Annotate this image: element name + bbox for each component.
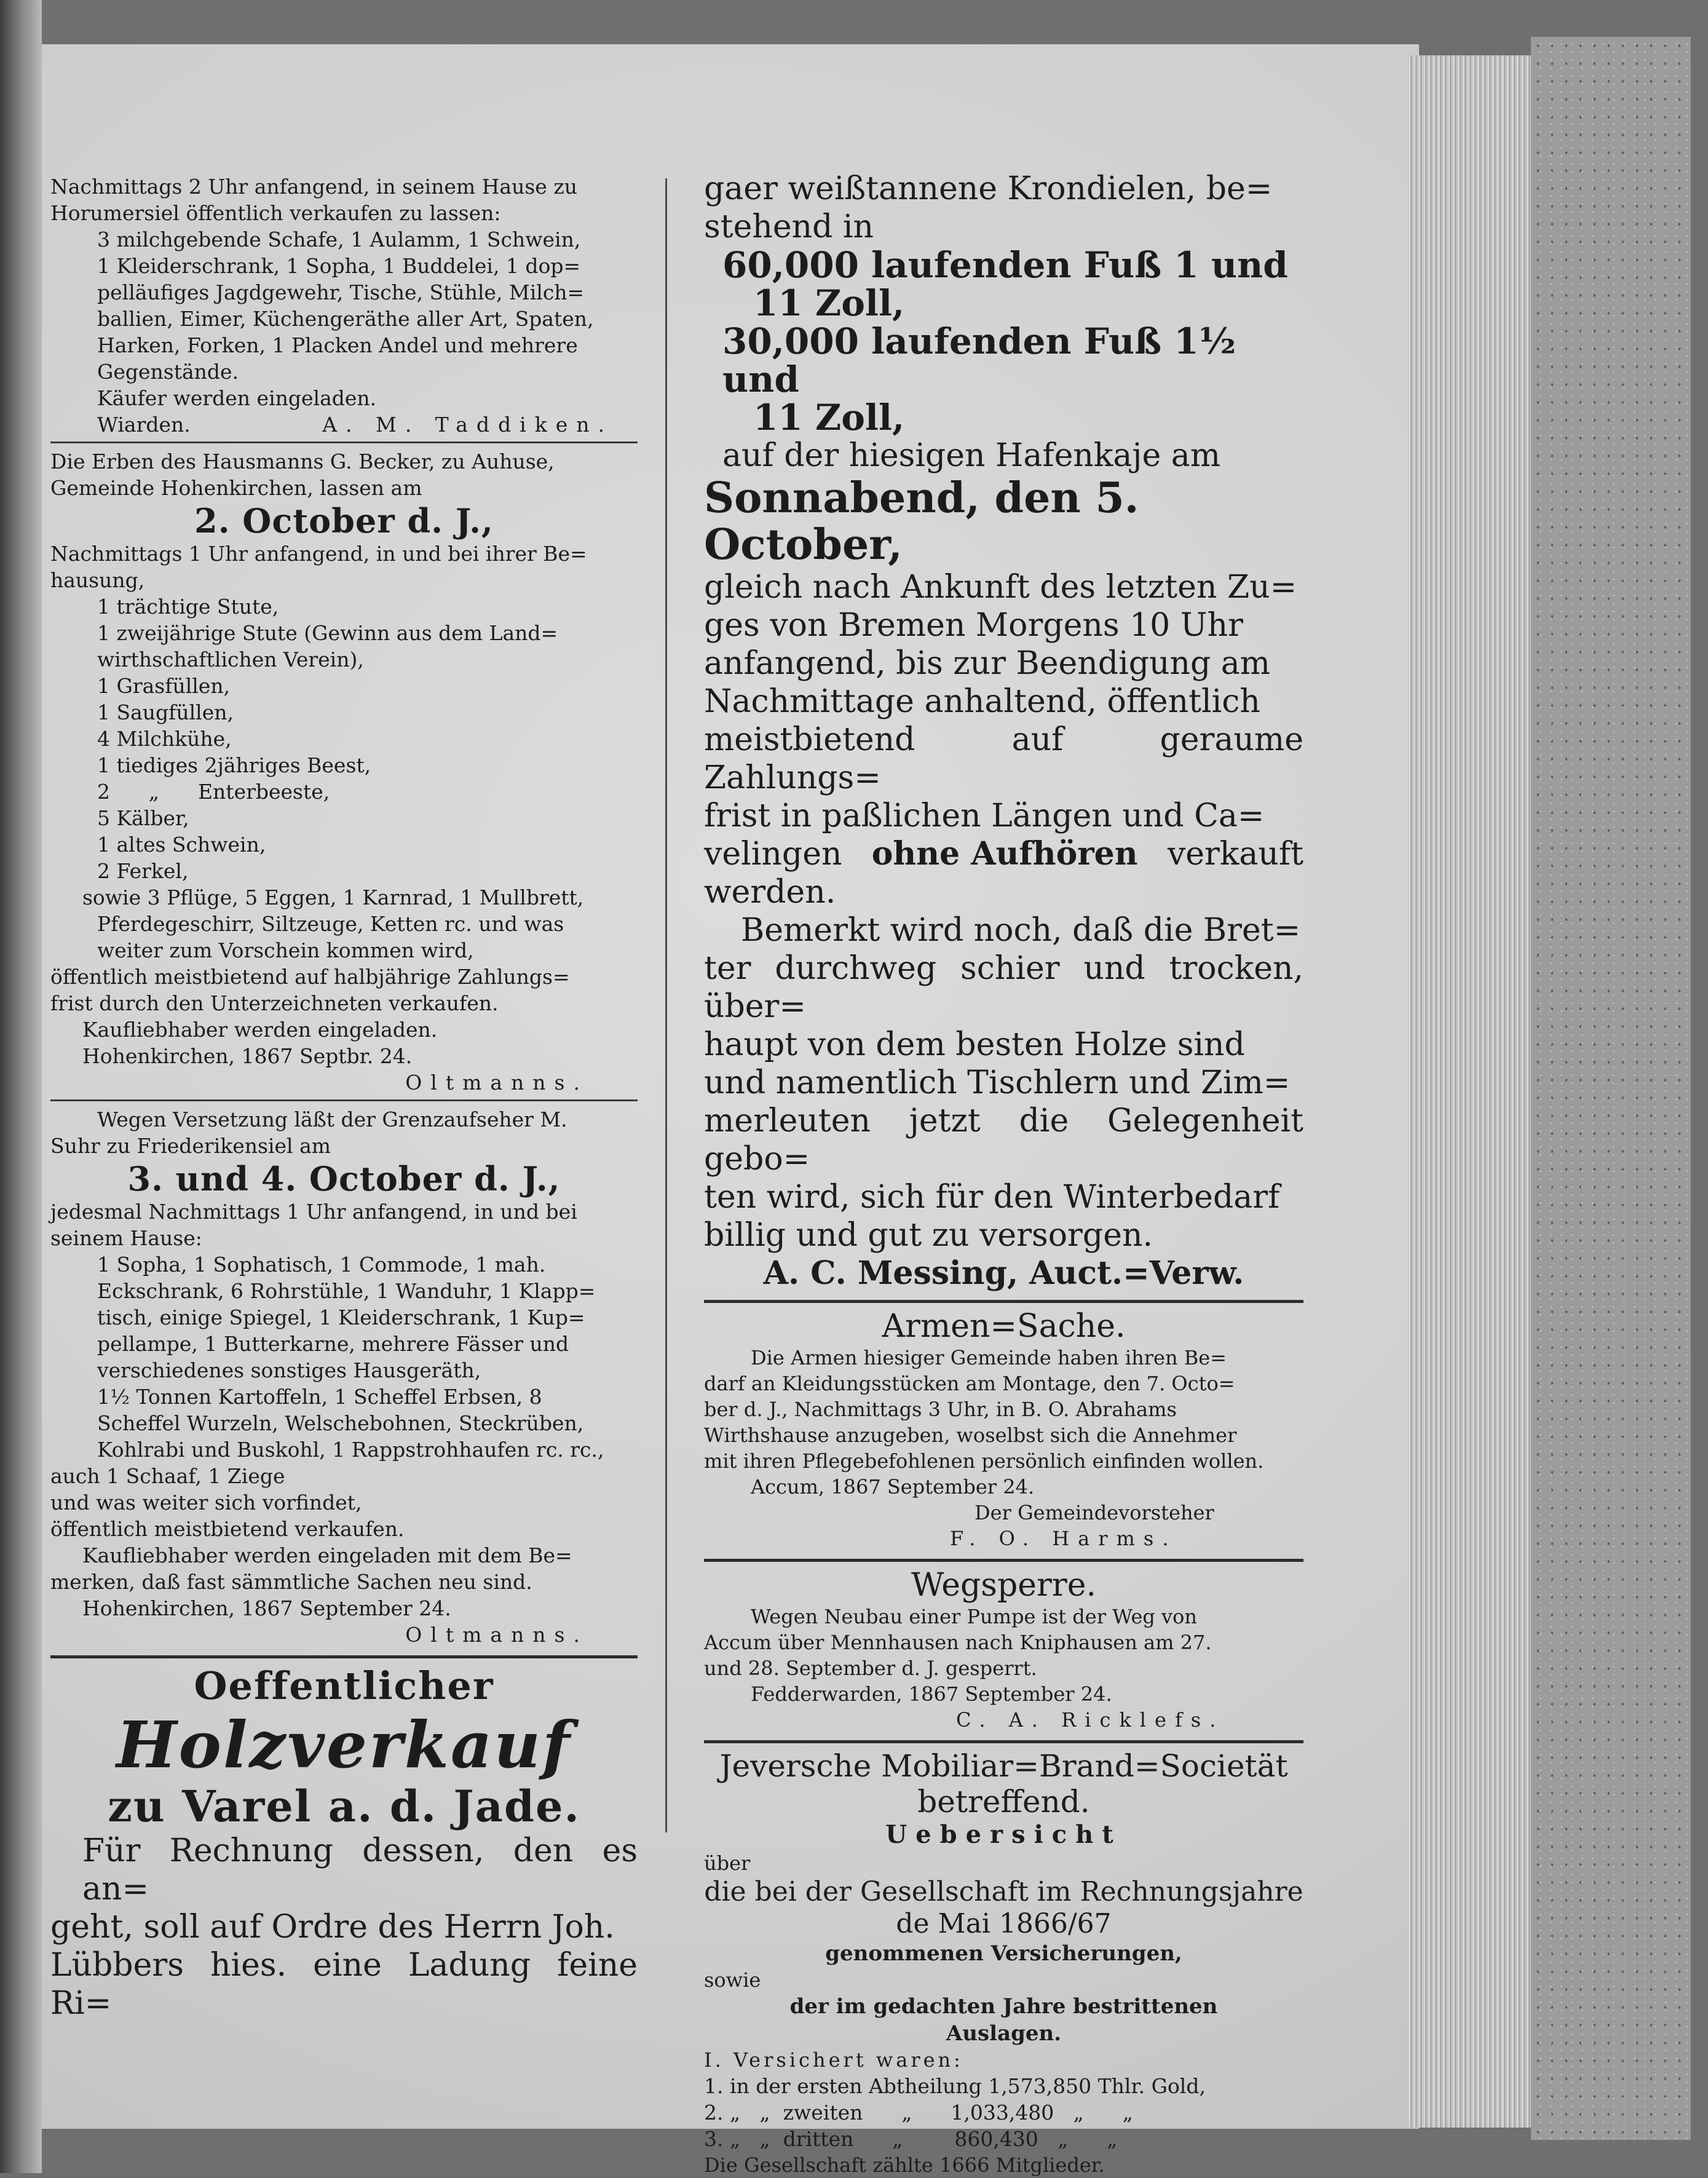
item-line: 1½ Tonnen Kartoffeln, 1 Scheffel Erbsen, 8 <box>97 1385 542 1409</box>
section-title: Jeversche Mobiliar=Brand=Societät <box>719 1748 1288 1784</box>
text-line: auch 1 Schaaf, 1 Ziege <box>50 1464 285 1488</box>
text-line: Bemerkt wird noch, daß die Bret= <box>741 912 1301 949</box>
text-line: sowie 3 Pflüge, 5 Eggen, 1 Karnrad, 1 Mullbrett, <box>82 885 584 909</box>
dateline: Hohenkirchen, 1867 September 24. <box>82 1596 451 1620</box>
text-line: seinem Hause: <box>50 1226 202 1250</box>
signature: A. C. Messing, Auct.=Verw. <box>763 1254 1244 1292</box>
text-line: gaer weißtannene Krondielen, be= <box>704 170 1273 207</box>
book-cover <box>1531 37 1691 2140</box>
item-line: 3 milchgebende Schafe, 1 Aulamm, 1 Schwein, <box>97 228 581 251</box>
item-line: 1 Saugfüllen, <box>97 700 234 724</box>
ad-brand-societaet <box>704 1748 1303 2178</box>
item-line: Kohlrabi und Buskohl, 1 Rappstrohhaufen rc. rc., <box>97 1438 604 1462</box>
item-line: Gegenstände. <box>97 360 239 384</box>
item-line: 2 „ Enterbeeste, <box>97 780 330 804</box>
text-line: Nachmittags 2 Uhr anfangend, in seinem Hause zu <box>50 175 577 199</box>
text-line: Suhr zu Friederikensiel am <box>50 1134 331 1158</box>
item-line: 1 altes Schwein, <box>97 833 266 857</box>
text-line: haupt von dem besten Holze sind <box>704 1026 1245 1063</box>
ad-armen-sache <box>704 1308 1303 1551</box>
ad-holzverkauf-continued <box>704 170 1303 1293</box>
text-line: und namentlich Tischlern und Zim= <box>704 1064 1291 1101</box>
item-line: 2 Ferkel, <box>97 859 189 883</box>
text-line: Für Rechnung dessen, den es an= <box>82 1832 638 1907</box>
ad-holzverkauf <box>50 1663 638 2022</box>
emphasis-text: ohne Aufhören <box>871 835 1138 873</box>
place-signature-line <box>50 411 638 438</box>
text-line: ten wird, sich für den Winterbedarf <box>704 1179 1280 1216</box>
book-gutter <box>0 0 42 2173</box>
quantity-line: 11 Zoll, <box>753 397 905 438</box>
item-line: wirthschaftlichen Verein), <box>97 647 364 671</box>
dateline: Hohenkirchen, 1867 Septbr. 24. <box>82 1044 413 1068</box>
text-line: weiter zum Vorschein kommen wird, <box>97 938 474 962</box>
text-line: öffentlich meistbietend verkaufen. <box>50 1517 405 1541</box>
table-row: 3. „ „ dritten „ 860,430 „ „ <box>704 2127 1118 2151</box>
text-line: Kaufliebhaber werden eingeladen. <box>82 1018 438 1042</box>
ad-heading-holzverkauf: Holzverkauf <box>116 1707 572 1783</box>
page-edges <box>1408 55 1531 2128</box>
separator-rule <box>50 1655 638 1658</box>
text-line: geht, soll auf Ordre des Herrn Joh. <box>50 1909 615 1946</box>
text-line: stehend in <box>704 208 874 245</box>
text-line: Kaufliebhaber werden eingeladen mit dem Be= <box>82 1543 572 1567</box>
text-line: Wegen Versetzung läßt der Grenzaufseher M. <box>97 1107 567 1131</box>
text-line: Gemeinde Hohenkirchen, lassen am <box>50 476 422 500</box>
text-line: jedesmal Nachmittags 1 Uhr anfangend, in und bei <box>50 1200 577 1224</box>
table-row: 2. „ „ zweiten „ 1,033,480 „ „ <box>704 2101 1133 2125</box>
text-line: anfangend, bis zur Beendigung am <box>704 645 1271 682</box>
signatory-role: Der Gemeindevorsteher <box>975 1501 1214 1524</box>
table-row: 1. in der ersten Abtheilung 1,573,850 Thlr. Gold, <box>704 2074 1206 2098</box>
text-line: die bei der Gesellschaft im Rechnungsjahre <box>704 1876 1303 1907</box>
bold-line: Auslagen. <box>946 2021 1062 2046</box>
left-column <box>50 173 638 2022</box>
text-line: Horumersiel öffentlich verkaufen zu lassen: <box>50 201 501 225</box>
auction-date: 3. und 4. October d. J., <box>127 1159 561 1198</box>
separator-rule <box>50 1099 638 1101</box>
text-line: Nachmittage anhaltend, öffentlich <box>704 683 1260 720</box>
text-line: über <box>704 1851 751 1875</box>
item-line: tisch, einige Spiegel, 1 Kleiderschrank, 1 Kup= <box>97 1305 585 1329</box>
item-line: 1 Sopha, 1 Sophatisch, 1 Commode, 1 mah. <box>97 1253 546 1277</box>
text-fragment: velingen <box>704 836 842 873</box>
text-line: gleich nach Ankunft des letzten Zu= <box>704 569 1297 606</box>
signature: Oltmanns. <box>405 1623 588 1647</box>
separator-rule <box>704 1300 1303 1303</box>
members-line: Die Gesellschaft zählte 1666 Mitglieder. <box>704 2153 1105 2177</box>
text-line: frist in paßlichen Längen und Ca= <box>704 798 1265 834</box>
place: Wiarden. <box>97 413 191 437</box>
quantity-line: 30,000 laufenden Fuß 1½ und <box>722 320 1236 400</box>
right-column <box>704 170 1303 2178</box>
subheading: I. Versichert waren: <box>704 2048 963 2072</box>
separator-rule <box>704 1740 1303 1743</box>
text-line: merleuten jetzt die Gelegenheit gebo= <box>704 1103 1303 1178</box>
bold-line: genommenen Versicherungen, <box>825 1941 1182 1966</box>
item-line: 5 Kälber, <box>97 806 189 830</box>
text-line: meistbietend auf geraume Zahlungs= <box>704 721 1303 796</box>
text-line: billig und gut zu versorgen. <box>704 1217 1153 1254</box>
overview-heading: Uebersicht <box>885 1820 1122 1849</box>
item-line: ballien, Eimer, Küchengeräthe aller Art, Spaten, <box>97 307 594 331</box>
item-line: 4 Milchkühe, <box>97 727 232 751</box>
item-line: 1 Kleiderschrank, 1 Sopha, 1 Buddelei, 1 dop= <box>97 254 581 278</box>
bold-line: der im gedachten Jahre bestrittenen <box>789 1994 1218 2019</box>
section-title: betreffend. <box>917 1784 1090 1820</box>
text-line: ges von Bremen Morgens 10 Uhr <box>704 607 1243 644</box>
text-line: mit ihren Pflegebefohlenen persönlich einfinden wollen. <box>704 1449 1264 1473</box>
text-line <box>704 835 1303 873</box>
section-title: Armen=Sache. <box>882 1308 1126 1345</box>
column-divider <box>665 178 667 1832</box>
text-line: Wirthshause anzugeben, woselbst sich die Annehmer <box>704 1424 1237 1447</box>
text-line: Wegen Neubau einer Pumpe ist der Weg von <box>751 1605 1197 1628</box>
ad-becker-auction <box>50 448 638 1096</box>
fiscal-year: de Mai 1866/67 <box>896 1908 1112 1939</box>
signature: C. A. Ricklefs. <box>956 1708 1225 1732</box>
item-line: 1 trächtige Stute, <box>97 595 279 619</box>
sale-date: Sonnabend, den 5. October, <box>704 473 1139 569</box>
ad-wegsperre <box>704 1567 1303 1733</box>
item-line: Scheffel Wurzeln, Welschebohnen, Steckrüben, <box>97 1411 584 1435</box>
dateline: Accum, 1867 September 24. <box>751 1475 1035 1499</box>
text-line: Accum über Mennhausen nach Kniphausen am 27. <box>704 1631 1212 1654</box>
text-line: merken, daß fast sämmtliche Sachen neu sind. <box>50 1570 532 1594</box>
text-line: Die Erben des Hausmanns G. Becker, zu Auhuse, <box>50 449 555 473</box>
item-line: Käufer werden eingeladen. <box>97 386 377 410</box>
signature: F. O. Harms. <box>950 1527 1177 1550</box>
section-title: Wegsperre. <box>911 1567 1097 1604</box>
item-line: verschiedenes sonstiges Hausgeräth, <box>97 1358 481 1382</box>
text-line: darf an Kleidungsstücken am Montage, den 7. Octo= <box>704 1372 1235 1395</box>
ad-heading-oeffentlicher: Oeffentlicher <box>194 1663 494 1708</box>
ad-suhr-auction <box>50 1106 638 1648</box>
text-line: Lübbers hies. eine Ladung feine Ri= <box>50 1947 638 2022</box>
item-line: pellampe, 1 Butterkarne, mehrere Fässer und <box>97 1332 569 1356</box>
item-line: 1 Grasfüllen, <box>97 674 231 698</box>
text-line: Die Armen hiesiger Gemeinde haben ihren Be= <box>751 1346 1227 1369</box>
quantity-line: 11 Zoll, <box>753 282 905 324</box>
ad-heading-location: zu Varel a. d. Jade. <box>108 1781 580 1832</box>
text-line: und 28. September d. J. gesperrt. <box>704 1657 1037 1680</box>
separator-rule <box>50 442 638 443</box>
signature: Oltmanns. <box>405 1071 588 1095</box>
item-line: 1 zweijährige Stute (Gewinn aus dem Land= <box>97 621 558 645</box>
item-line: pelläufiges Jagdgewehr, Tische, Stühle, Milch= <box>97 280 585 304</box>
item-line: Eckschrank, 6 Rohrstühle, 1 Wanduhr, 1 Klapp= <box>97 1279 596 1303</box>
text-line: frist durch den Unterzeichneten verkaufen. <box>50 991 499 1015</box>
ad-horumersiel-sale <box>50 173 638 438</box>
text-fragment: verkauft <box>1167 836 1303 873</box>
signature: A. M. Taddiken. <box>322 413 613 437</box>
text-line: ter durchweg schier und trocken, über= <box>704 950 1303 1025</box>
auction-date: 2. October d. J., <box>194 501 494 541</box>
separator-rule <box>704 1559 1303 1562</box>
text-line: ber d. J., Nachmittags 3 Uhr, in B. O. Abrahams <box>704 1398 1177 1421</box>
item-line: Harken, Forken, 1 Placken Andel und mehrere <box>97 333 578 357</box>
item-line: 1 tiediges 2jähriges Beest, <box>97 753 371 777</box>
text-line: sowie <box>704 1968 761 1992</box>
text-line: öffentlich meistbietend auf halbjährige Zahlungs= <box>50 965 570 989</box>
dateline: Fedderwarden, 1867 September 24. <box>751 1682 1112 1706</box>
text-line: und was weiter sich vorfindet, <box>50 1491 362 1515</box>
text-line: Pferdegeschirr, Siltzeuge, Ketten rc. und was <box>97 912 564 936</box>
text-line: Nachmittags 1 Uhr anfangend, in und bei ihrer Be= <box>50 542 587 566</box>
text-line: werden. <box>704 874 836 911</box>
text-line: auf der hiesigen Hafenkaje am <box>722 437 1221 474</box>
text-line: hausung, <box>50 568 145 592</box>
quantity-line: 60,000 laufenden Fuß 1 und <box>722 244 1288 286</box>
